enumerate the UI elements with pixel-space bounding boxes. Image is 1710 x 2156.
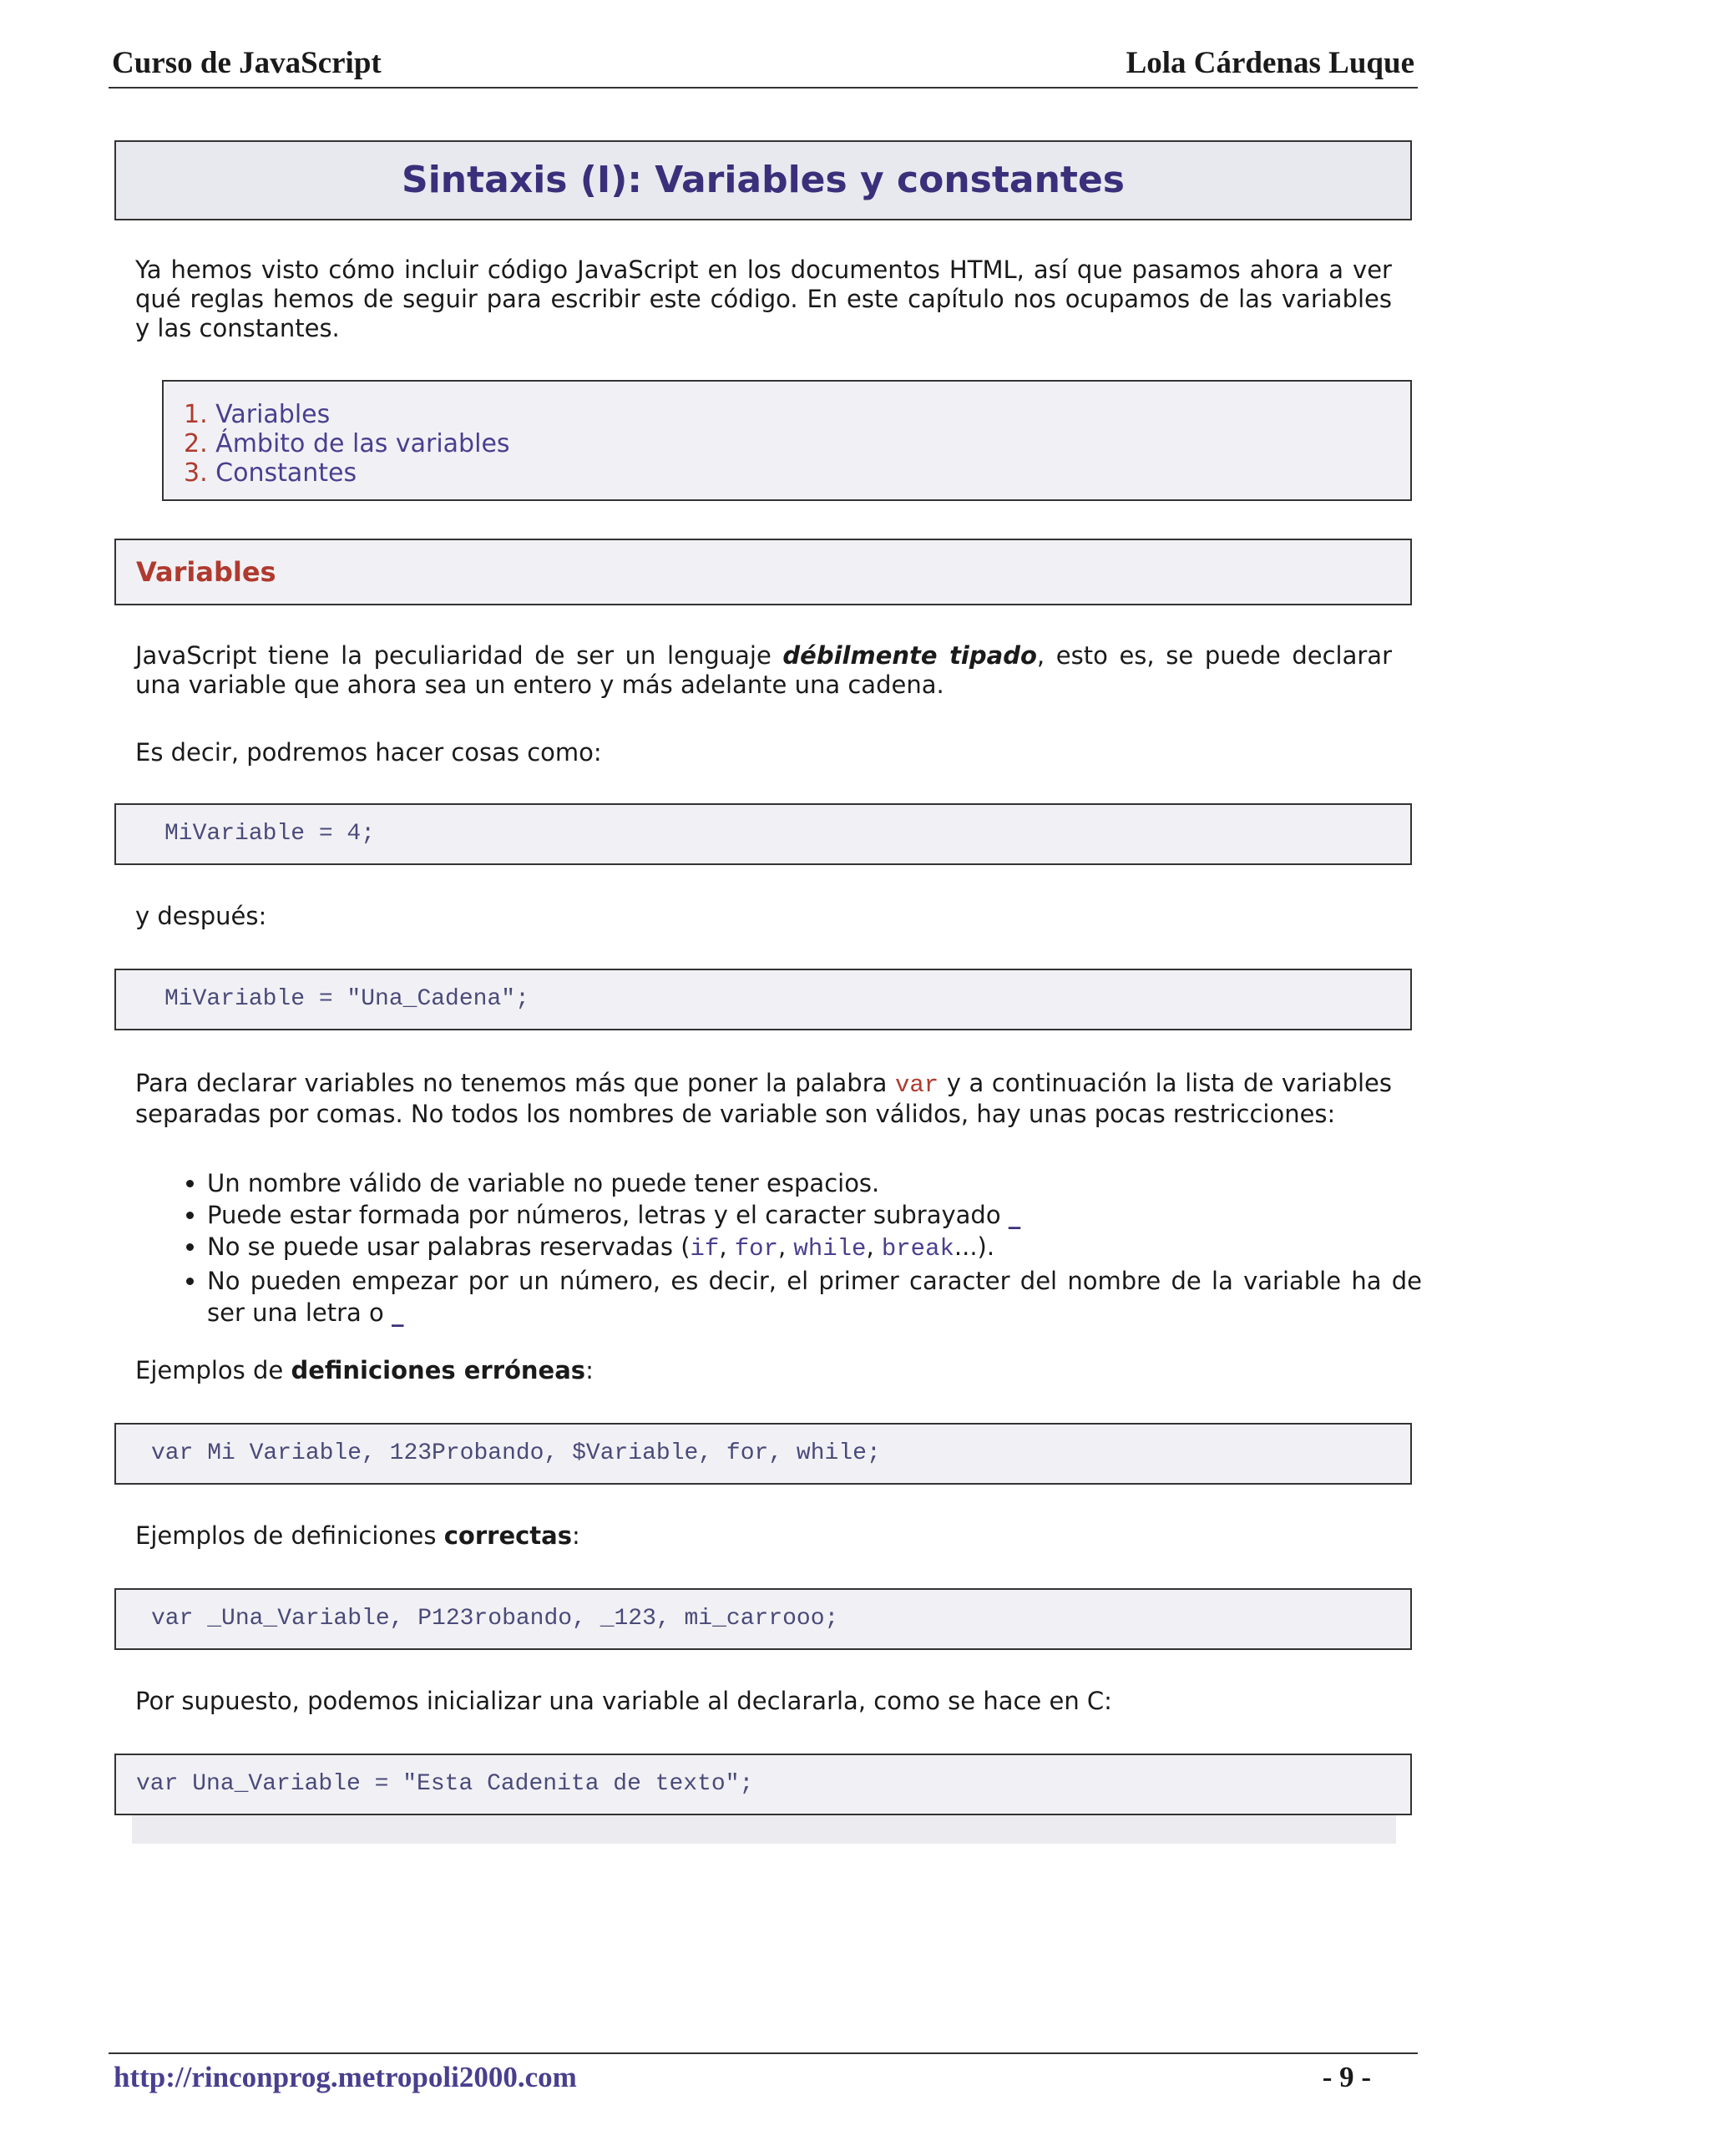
text: Para declarar variables no tenemos más que poner la palabra <box>135 1069 895 1097</box>
text: Ejemplos de definiciones <box>135 1521 444 1550</box>
underscore-symbol: _ <box>1008 1201 1021 1229</box>
paragraph-weak-typing <box>135 641 1392 700</box>
text: ...). <box>954 1232 995 1261</box>
code-block-5: var Una_Variable = "Esta Cadenita de texto"; <box>114 1754 1412 1815</box>
code-block-3: var Mi Variable, 123Probando, $Variable, for, while; <box>114 1423 1412 1485</box>
list-item <box>207 1199 1422 1231</box>
keyword-if: if <box>690 1235 720 1263</box>
text: No pueden empezar por un número, es decir, el primer caracter del nombre de la variable ha de ser una letra o <box>207 1267 1422 1327</box>
toc-item-ambito[interactable] <box>184 429 1410 458</box>
toc-link[interactable]: Constantes <box>215 458 357 488</box>
toc-link[interactable]: Ámbito de las variables <box>215 429 510 458</box>
page-header <box>109 42 1418 89</box>
paragraph-es-decir: Es decir, podremos hacer cosas como: <box>135 738 602 767</box>
toc-item-number: 2. <box>184 429 208 458</box>
paragraph-correctas <box>135 1521 1392 1551</box>
table-of-contents <box>162 380 1412 501</box>
keyword-break: break <box>881 1235 954 1263</box>
text: Puede estar formada por números, letras y el caracter subrayado <box>207 1201 1009 1229</box>
chapter-title: Sintaxis (I): Variables y constantes <box>114 140 1412 220</box>
header-author: Lola Cárdenas Luque <box>1126 46 1414 80</box>
page-number: - 9 - <box>1322 2061 1371 2093</box>
paragraph-inicializar: Por supuesto, podemos inicializar una variable al declararla, como se hace en C: <box>135 1687 1112 1715</box>
text: : <box>585 1356 594 1384</box>
page-footer <box>109 2052 1418 2104</box>
toc-link[interactable]: Variables <box>215 400 331 429</box>
text: Un nombre válido de variable no puede tener espacios. <box>207 1169 880 1197</box>
restrictions-list <box>177 1167 1422 1329</box>
footer-url-link[interactable]: http://rinconprog.metropoli2000.com <box>114 2061 577 2093</box>
text: No se puede usar palabras reservadas ( <box>207 1232 691 1261</box>
keyword-var: var <box>894 1071 939 1099</box>
list-item <box>207 1167 1422 1199</box>
header-course-title: Curso de JavaScript <box>112 46 382 80</box>
toc-item-number: 1. <box>184 400 208 429</box>
keyword-for: for <box>734 1235 778 1263</box>
code-shadow-band <box>132 1814 1396 1844</box>
code-block-1: MiVariable = 4; <box>114 803 1412 865</box>
code-block-4: var _Una_Variable, P123robando, _123, mi_carrooo; <box>114 1588 1412 1650</box>
underscore-symbol: _ <box>391 1298 404 1327</box>
strong-text: definiciones erróneas <box>291 1356 586 1384</box>
section-heading-variables: Variables <box>114 539 1412 605</box>
code-block-2: MiVariable = "Una_Cadena"; <box>114 969 1412 1030</box>
keyword-while: while <box>793 1235 867 1263</box>
text: Ejemplos de <box>135 1356 291 1384</box>
text: y a continuación la lista de variables separadas por comas. No todos los nombres de variable son válidos, hay unas pocas restricciones: <box>135 1069 1392 1128</box>
toc-item-number: 3. <box>184 458 208 488</box>
intro-paragraph: Ya hemos visto cómo incluir código JavaScript en los documentos HTML, así que pasamos ahora a ver qué reglas hemos de seguir para escribir este código. En este capítulo nos ocupamos de las variables y las constantes. <box>135 256 1392 342</box>
toc-item-variables[interactable] <box>184 400 1410 429</box>
text: , esto es, se puede declarar una variable que ahora sea un entero y más adelante una cadena. <box>135 641 1392 699</box>
toc-item-constantes[interactable] <box>184 458 1410 488</box>
strong-text: correctas <box>443 1521 573 1550</box>
paragraph-erroneas <box>135 1356 1392 1385</box>
text: JavaScript tiene la peculiaridad de ser un lenguaje <box>135 641 783 670</box>
text: : <box>572 1521 580 1550</box>
list-item <box>207 1265 1422 1329</box>
emphasis: débilmente tipado <box>782 641 1037 670</box>
paragraph-declarar <box>135 1069 1392 1129</box>
paragraph-y-despues: y después: <box>135 902 267 930</box>
list-item: • No se puede usar palabras reservadas (if, for, while, break...). <box>207 1231 1422 1265</box>
